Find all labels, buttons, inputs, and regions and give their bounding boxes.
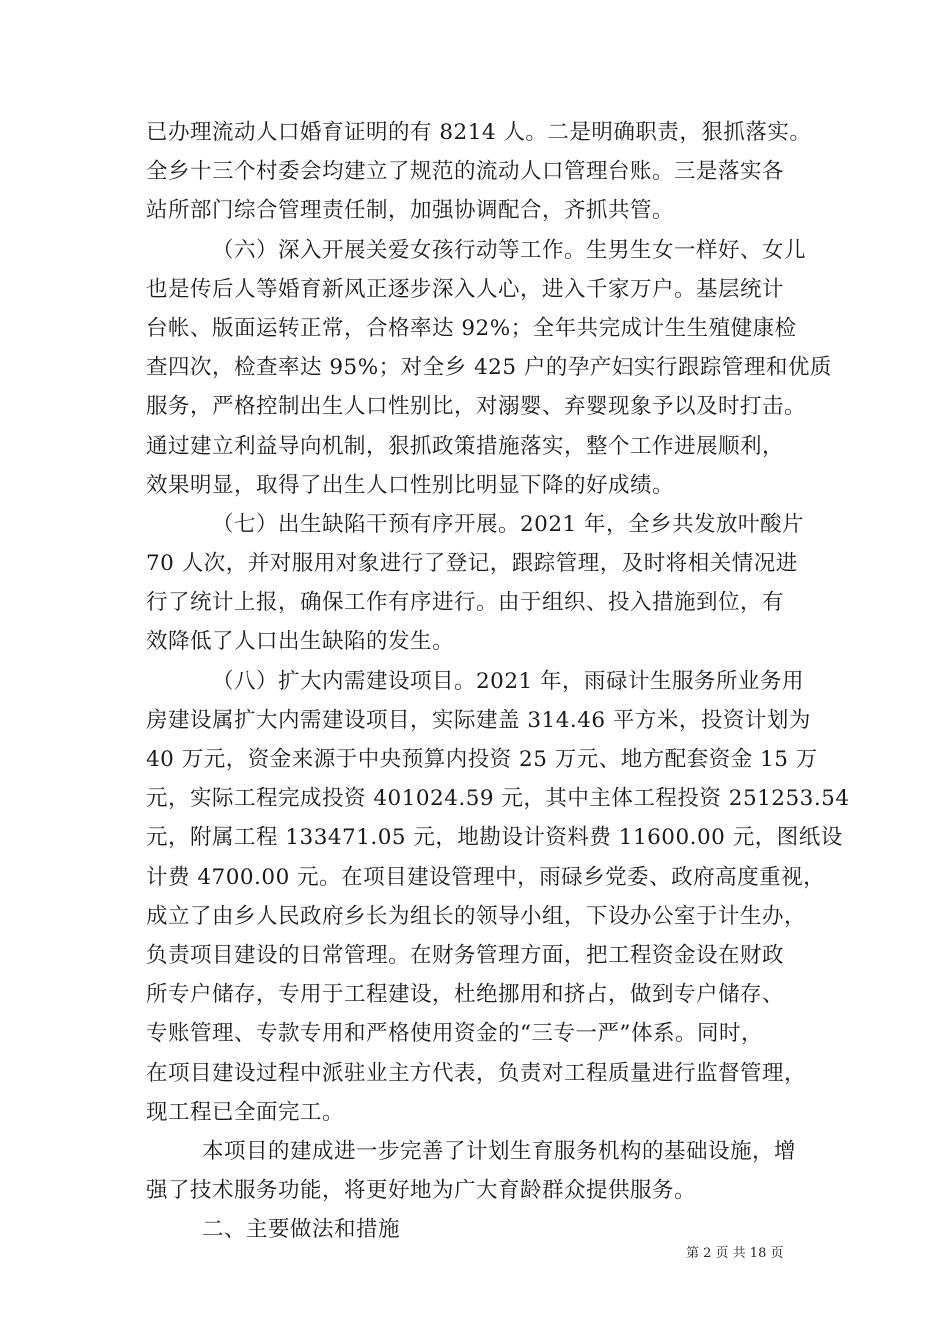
- paragraph: [146, 505, 822, 662]
- paragraph: [146, 662, 850, 1132]
- text-line: 服务，严格控制出生人口性别比，对溺婴、弃婴现象予以及时打击。: [146, 394, 807, 420]
- paragraph: [146, 1210, 822, 1249]
- text-line: 全乡十三个村委会均建立了规范的流动人口管理台账。三是落实各: [146, 159, 785, 185]
- text-line: 房建设属扩大内需建设项目，实际建盖 314.46 平方米，投资计划为: [146, 707, 811, 733]
- paragraph: [146, 1132, 822, 1210]
- text-line: 元，实际工程完成投资 401024.59 元，其中主体工程投资 251253.54: [146, 786, 850, 812]
- text-line: 行了统计上报，确保工作有序进行。由于组织、投入措施到位，有: [146, 590, 785, 616]
- text-line: 效果明显，取得了出生人口性别比明显下降的好成绩。: [146, 472, 675, 498]
- text-line: 现工程已全面完工。: [146, 1099, 345, 1125]
- text-line: 所专户储存，专用于工程建设，杜绝挪用和挤占，做到专户储存、: [146, 982, 785, 1008]
- text-line: （六）深入开展关爱女孩行动等工作。生男生女一样好、女儿: [212, 237, 807, 263]
- page-number: 第 2 页 共 18 页: [686, 1246, 784, 1261]
- text-line: 70 人次，并对服用对象进行了登记，跟踪管理，及时将相关情况进: [146, 551, 798, 577]
- text-line: 专账管理、专款专用和严格使用资金的“三专一严”体系。同时，: [146, 1021, 763, 1047]
- text-line: 二、主要做法和措施: [202, 1217, 401, 1243]
- text-line: （八）扩大内需建设项目。2021 年，雨碌计生服务所业务用: [212, 668, 805, 694]
- text-line: 强了技术服务功能，将更好地为广大育龄群众提供服务。: [146, 1178, 697, 1204]
- text-line: 通过建立利益导向机制，狠抓政策措施落实，整个工作进展顺利，: [146, 433, 785, 459]
- text-line: 在项目建设过程中派驻业主方代表，负责对工程质量进行监督管理，: [146, 1060, 807, 1086]
- text-line: 台帐、版面运转正常，合格率达 92%；全年共完成计生生殖健康检: [146, 315, 797, 341]
- paragraph: [146, 113, 822, 231]
- text-line: 计费 4700.00 元。在项目建设管理中，雨碌乡党委、政府高度重视，: [146, 864, 826, 890]
- text-line: 40 万元，资金来源于中央预算内投资 25 万元、地方配套资金 15 万: [146, 747, 818, 772]
- text-line: 站所部门综合管理责任制，加强协调配合，齐抓共管。: [146, 198, 675, 224]
- document-body: [146, 113, 850, 1249]
- text-line: 本项目的建成进一步完善了计划生育服务机构的基础设施，增: [202, 1138, 797, 1164]
- text-line: 负责项目建设的日常管理。在财务管理方面，把工程资金设在财政: [146, 942, 785, 968]
- text-line: 元，附属工程 133471.05 元，地勘设计资料费 11600.00 元，图纸设: [146, 825, 843, 851]
- text-line: 成立了由乡人民政府乡长为组长的领导小组，下设办公室于计生办，: [146, 903, 807, 929]
- text-line: （七）出生缺陷干预有序开展。2021 年，全乡共发放叶酸片: [212, 511, 805, 537]
- text-line: 查四次，检查率达 95%；对全乡 425 户的孕产妇实行跟踪管理和优质: [146, 355, 832, 381]
- paragraph: [146, 231, 832, 505]
- text-line: 效降低了人口出生缺陷的发生。: [146, 629, 455, 655]
- text-line: 已办理流动人口婚育证明的有 8214 人。二是明确职责，狠抓落实。: [146, 120, 812, 145]
- text-line: 也是传后人等婚育新风正逐步深入人心，进入千家万户。基层统计: [146, 276, 785, 302]
